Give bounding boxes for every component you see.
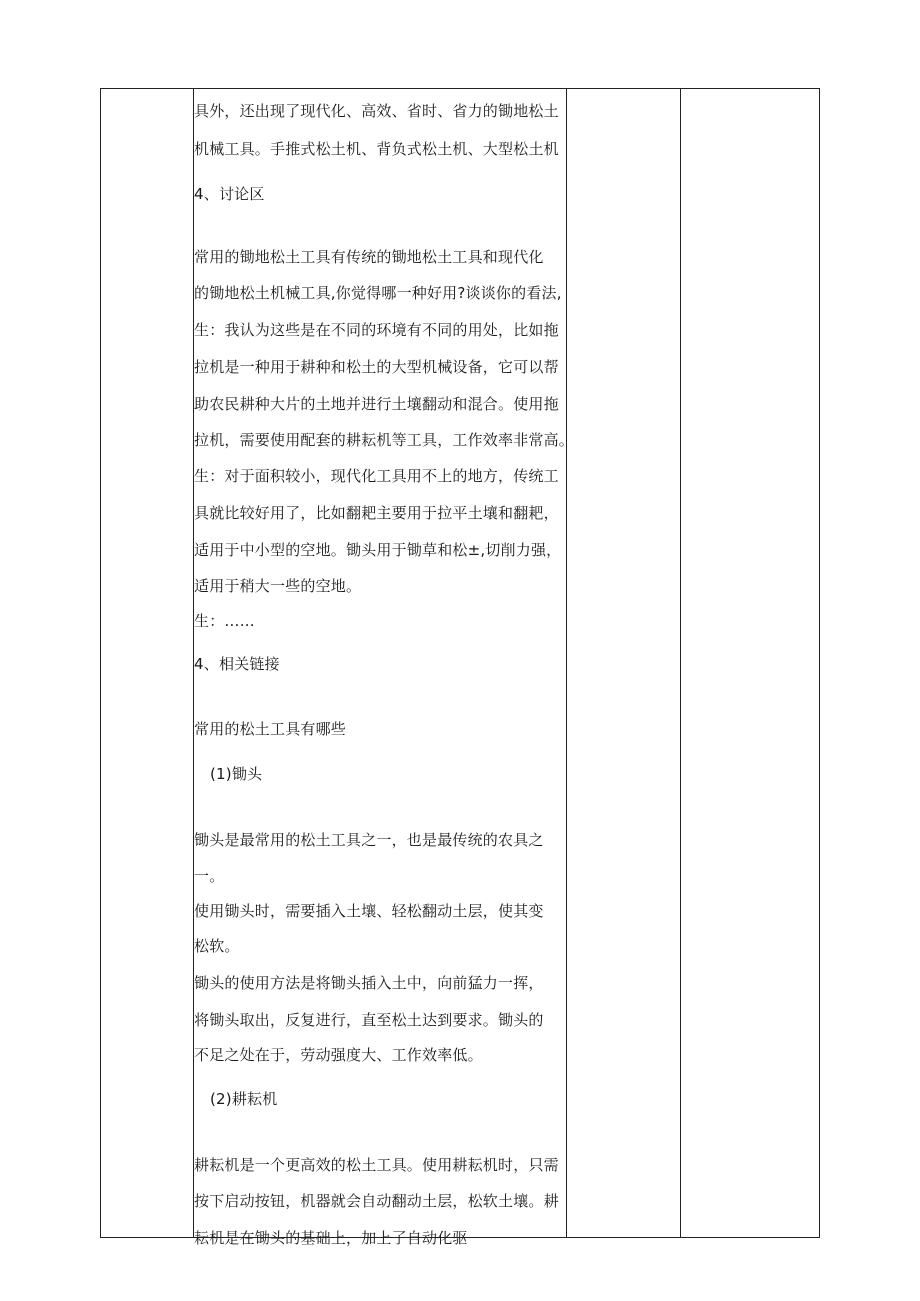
section-heading-links: 4、相关链接 bbox=[194, 655, 280, 673]
text-line: 将锄头取出，反复进行，直至松土达到要求。锄头的 bbox=[194, 1011, 544, 1029]
text-line: 助农民耕种大片的土地并进行土壤翻动和混合。使用拖 bbox=[194, 395, 559, 413]
text-line: 适用于稍大一些的空地。 bbox=[194, 577, 362, 595]
text-line: 一。 bbox=[194, 867, 225, 885]
text-line: 生：我认为这些是在不同的环境有不同的用处，比如拖 bbox=[194, 321, 559, 339]
text-line: 锄头是最常用的松土工具之一，也是最传统的农具之 bbox=[194, 831, 544, 849]
text-line: 生：对于面积较小，现代化工具用不上的地方，传统工 bbox=[194, 467, 559, 485]
text-line: 适用于中小型的空地。锄头用于锄草和松±,切削力强， bbox=[194, 541, 562, 559]
text-line: 不足之处在于，劳动强度大、工作效率低。 bbox=[194, 1046, 483, 1064]
subheading-hoe: (1)锄头 bbox=[210, 765, 263, 783]
lesson-table bbox=[100, 88, 820, 1247]
column-divider-2 bbox=[566, 89, 567, 1237]
text-line: 的锄地松土机械工具,你觉得哪一种好用?谈谈你的看法, bbox=[194, 284, 562, 302]
subheading-cultivator: (2)耕耘机 bbox=[210, 1090, 278, 1108]
text-line: 具就比较好用了，比如翻耙主要用于拉平土壤和翻耙， bbox=[194, 504, 559, 522]
column-divider-3 bbox=[680, 89, 681, 1237]
text-line-cut: 耘机是在锄头的基础上，加上了自动化驱 bbox=[194, 1229, 468, 1247]
text-line: 生：…… bbox=[194, 612, 255, 630]
text-line: 耕耘机是一个更高效的松土工具。使用耕耘机时，只需 bbox=[194, 1156, 559, 1174]
text-line: 锄头的使用方法是将锄头插入土中，向前猛力一挥， bbox=[194, 974, 544, 992]
text-line: 使用锄头时，需要插入土壤、轻松翻动土层，使其变 bbox=[194, 902, 544, 920]
text-line: 具外，还出现了现代化、高效、省时、省力的锄地松土 bbox=[194, 102, 559, 120]
text-line: 拉机，需要使用配套的耕耘机等工具，工作效率非常高。 bbox=[194, 431, 575, 449]
text-line: 常用的锄地松土工具有传统的锄地松土工具和现代化 bbox=[194, 248, 544, 266]
lesson-content-cell bbox=[194, 89, 575, 1247]
text-line: 按下启动按钮，机器就会自动翻动土层，松软土壤。耕 bbox=[194, 1192, 559, 1210]
text-line: 机械工具。手推式松土机、背负式松土机、大型松土机 bbox=[194, 140, 559, 158]
text-line: 常用的松土工具有哪些 bbox=[194, 720, 347, 738]
text-line: 松软。 bbox=[194, 937, 240, 955]
text-line: 拉机是一种用于耕种和松土的大型机械设备，它可以帮 bbox=[194, 358, 559, 376]
section-heading-discussion: 4、讨论区 bbox=[194, 185, 265, 203]
